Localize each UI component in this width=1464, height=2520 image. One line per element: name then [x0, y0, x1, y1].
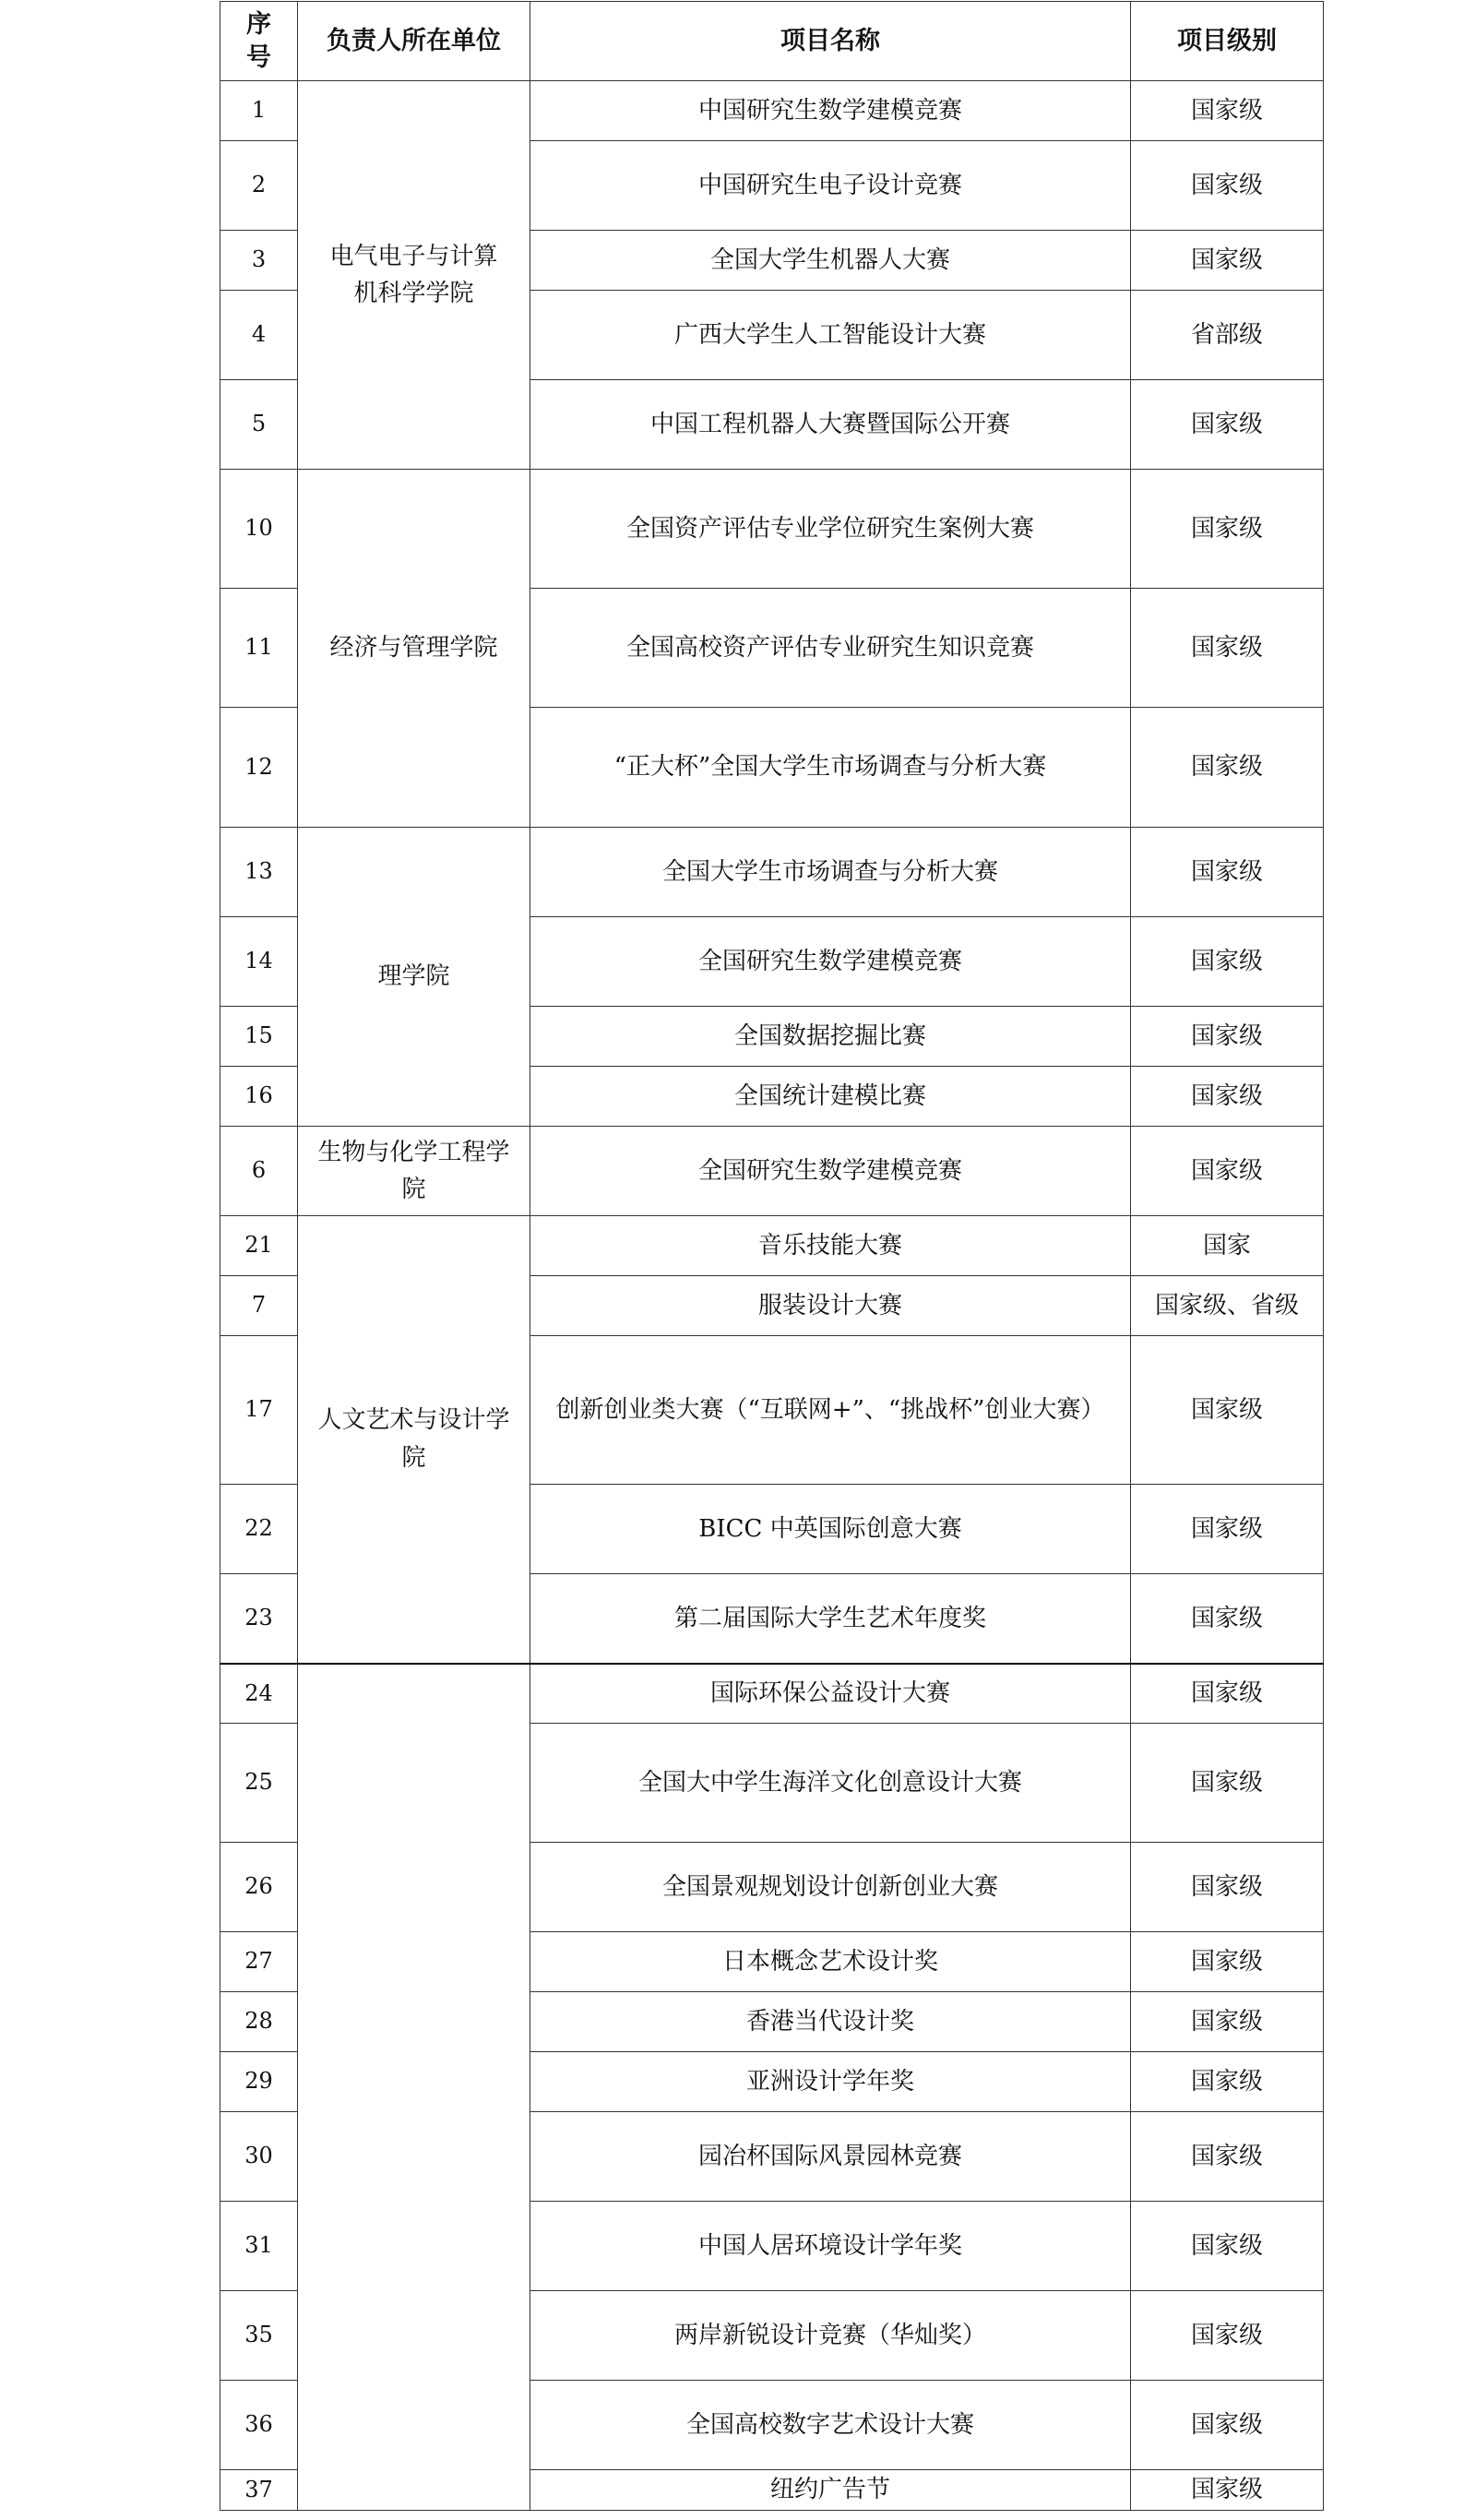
row-level: 国家级	[1131, 589, 1324, 708]
row-index: 26	[220, 1843, 298, 1932]
row-level: 国家级	[1131, 1843, 1324, 1932]
row-level: 国家级	[1131, 1932, 1324, 1992]
unit-cell: 人文艺术与设计学院	[298, 1216, 530, 1664]
row-name: 全国统计建模比赛	[530, 1067, 1131, 1127]
row-index: 25	[220, 1724, 298, 1843]
unit-cell: 经济与管理学院	[298, 470, 530, 828]
row-level: 国家级	[1131, 1574, 1324, 1664]
table-row	[220, 81, 1324, 141]
row-name: 第二届国际大学生艺术年度奖	[530, 1574, 1131, 1664]
unit-cell: 生物与化学工程学院	[298, 1127, 530, 1216]
row-name: 全国资产评估专业学位研究生案例大赛	[530, 470, 1131, 589]
row-name: 创新创业类大赛（“互联网+”、“挑战杯”创业大赛）	[530, 1336, 1131, 1485]
row-index: 6	[220, 1127, 298, 1216]
row-index: 11	[220, 589, 298, 708]
row-name: BICC 中英国际创意大赛	[530, 1485, 1131, 1574]
row-index: 27	[220, 1932, 298, 1992]
row-index: 14	[220, 917, 298, 1007]
row-level: 国家级	[1131, 917, 1324, 1007]
row-name: 两岸新锐设计竞赛（华灿奖）	[530, 2291, 1131, 2381]
row-index: 16	[220, 1067, 298, 1127]
row-level: 国家级	[1131, 2470, 1324, 2511]
row-name: 亚洲设计学年奖	[530, 2052, 1131, 2112]
row-index: 22	[220, 1485, 298, 1574]
row-level: 国家级	[1131, 1127, 1324, 1216]
row-name: 纽约广告节	[530, 2470, 1131, 2511]
row-index: 29	[220, 2052, 298, 2112]
row-name: “正大杯”全国大学生市场调查与分析大赛	[530, 708, 1131, 828]
row-index: 23	[220, 1574, 298, 1664]
row-name: 全国景观规划设计创新创业大赛	[530, 1843, 1131, 1932]
row-index: 35	[220, 2291, 298, 2381]
row-level: 国家级	[1131, 1485, 1324, 1574]
row-index: 5	[220, 380, 298, 470]
row-index: 21	[220, 1216, 298, 1276]
row-level: 国家级	[1131, 81, 1324, 141]
row-level: 国家级	[1131, 1007, 1324, 1067]
row-index: 2	[220, 141, 298, 231]
row-level: 国家级	[1131, 2112, 1324, 2202]
competition-table	[220, 1, 1324, 2511]
row-level: 省部级	[1131, 291, 1324, 380]
table-row	[220, 1664, 1324, 1724]
row-index: 30	[220, 2112, 298, 2202]
row-index: 28	[220, 1992, 298, 2052]
row-index: 37	[220, 2470, 298, 2511]
row-name: 中国人居环境设计学年奖	[530, 2202, 1131, 2291]
row-index: 24	[220, 1664, 298, 1724]
row-level: 国家	[1131, 1216, 1324, 1276]
row-name: 园冶杯国际风景园林竞赛	[530, 2112, 1131, 2202]
row-level: 国家级	[1131, 1067, 1324, 1127]
row-name: 国际环保公益设计大赛	[530, 1664, 1131, 1724]
row-level: 国家级	[1131, 1992, 1324, 2052]
row-index: 1	[220, 81, 298, 141]
row-level: 国家级	[1131, 2291, 1324, 2381]
row-level: 国家级	[1131, 1336, 1324, 1485]
row-name: 广西大学生人工智能设计大赛	[530, 291, 1131, 380]
header-name: 项目名称	[530, 2, 1131, 81]
row-level: 国家级	[1131, 380, 1324, 470]
unit-cell: 电气电子与计算机科学学院	[298, 81, 530, 470]
row-index: 10	[220, 470, 298, 589]
row-level: 国家级	[1131, 708, 1324, 828]
row-index: 7	[220, 1276, 298, 1336]
row-index: 12	[220, 708, 298, 828]
row-name: 全国大学生机器人大赛	[530, 231, 1131, 291]
row-name: 香港当代设计奖	[530, 1992, 1131, 2052]
row-name: 全国大中学生海洋文化创意设计大赛	[530, 1724, 1131, 1843]
row-name: 全国高校资产评估专业研究生知识竞赛	[530, 589, 1131, 708]
row-level: 国家级	[1131, 2052, 1324, 2112]
table-header-row	[220, 2, 1324, 81]
row-index: 13	[220, 828, 298, 917]
unit-cell: 理学院	[298, 828, 530, 1127]
row-index: 31	[220, 2202, 298, 2291]
row-name: 全国研究生数学建模竞赛	[530, 1127, 1131, 1216]
row-name: 全国大学生市场调查与分析大赛	[530, 828, 1131, 917]
table-row	[220, 1216, 1324, 1276]
row-name: 中国研究生电子设计竞赛	[530, 141, 1131, 231]
row-level: 国家级	[1131, 1724, 1324, 1843]
row-name: 全国数据挖掘比赛	[530, 1007, 1131, 1067]
row-name: 中国工程机器人大赛暨国际公开赛	[530, 380, 1131, 470]
table-row	[220, 1127, 1324, 1216]
row-name: 日本概念艺术设计奖	[530, 1932, 1131, 1992]
row-name: 全国高校数字艺术设计大赛	[530, 2381, 1131, 2470]
header-unit: 负责人所在单位	[298, 2, 530, 81]
row-index: 17	[220, 1336, 298, 1485]
row-level: 国家级	[1131, 231, 1324, 291]
row-level: 国家级	[1131, 1664, 1324, 1724]
row-name: 全国研究生数学建模竞赛	[530, 917, 1131, 1007]
row-name: 中国研究生数学建模竞赛	[530, 81, 1131, 141]
header-index: 序 号	[220, 2, 298, 81]
table-row	[220, 470, 1324, 589]
row-name: 音乐技能大赛	[530, 1216, 1131, 1276]
header-level: 项目级别	[1131, 2, 1324, 81]
row-level: 国家级	[1131, 828, 1324, 917]
row-level: 国家级	[1131, 470, 1324, 589]
row-index: 3	[220, 231, 298, 291]
row-level: 国家级、省级	[1131, 1276, 1324, 1336]
unit-cell-empty	[298, 1664, 530, 2511]
table-row	[220, 828, 1324, 917]
row-level: 国家级	[1131, 141, 1324, 231]
row-level: 国家级	[1131, 2202, 1324, 2291]
row-name: 服装设计大赛	[530, 1276, 1131, 1336]
row-index: 15	[220, 1007, 298, 1067]
row-index: 36	[220, 2381, 298, 2470]
row-level: 国家级	[1131, 2381, 1324, 2470]
row-index: 4	[220, 291, 298, 380]
